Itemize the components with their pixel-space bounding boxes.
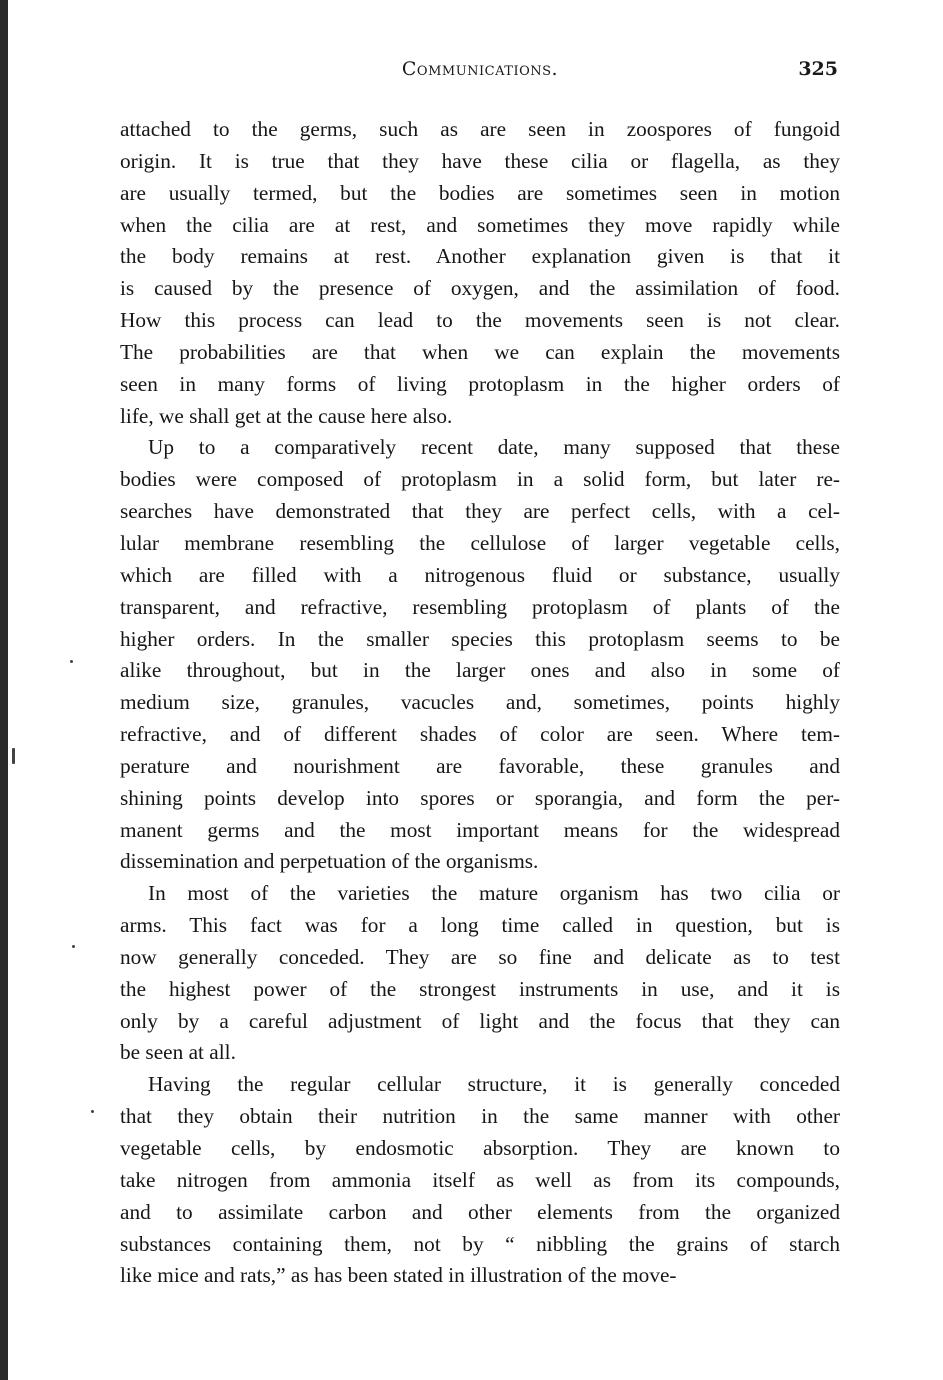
text-line: shining points develop into spores or sporangia, and form the per- bbox=[120, 785, 840, 810]
text-line: alike throughout, but in the larger ones and also in some of bbox=[120, 658, 840, 683]
text-line: transparent, and refractive, resembling protoplasm of plants of the bbox=[120, 594, 840, 619]
text-line: medium size, granules, vacucles and, sometimes, points highly bbox=[120, 690, 840, 715]
page-number: 325 bbox=[798, 58, 838, 80]
text-line: the highest power of the strongest instruments in use, and it is bbox=[120, 976, 840, 1001]
paragraph bbox=[120, 114, 840, 432]
scan-speck bbox=[72, 945, 75, 948]
body-text bbox=[120, 114, 840, 1292]
text-line: and to assimilate carbon and other elements from the organized bbox=[120, 1199, 840, 1224]
text-line: that they obtain their nutrition in the same manner with other bbox=[120, 1104, 840, 1129]
text-line: dissemination and perpetuation of the organisms. bbox=[120, 849, 539, 874]
text-line: In most of the varieties the mature organism has two cilia or bbox=[148, 881, 840, 906]
text-line: now generally conceded. They are so fine and delicate as to test bbox=[120, 944, 840, 969]
text-line: Up to a comparatively recent date, many supposed that these bbox=[148, 435, 840, 460]
scan-speck bbox=[70, 660, 73, 663]
scan-speck bbox=[12, 748, 15, 764]
text-line: only by a careful adjustment of light and the focus that they can bbox=[120, 1008, 840, 1033]
page-header bbox=[120, 58, 840, 86]
text-line: bodies were composed of protoplasm in a solid form, but later re- bbox=[120, 467, 840, 492]
text-line: How this process can lead to the movements seen is not clear. bbox=[120, 308, 840, 333]
running-head: Communications. bbox=[401, 58, 559, 80]
text-line: origin. It is true that they have these cilia or flagella, as they bbox=[120, 148, 840, 173]
text-line: attached to the germs, such as are seen in zoospores of fungoid bbox=[120, 117, 840, 141]
text-line: refractive, and of different shades of color are seen. Where tem- bbox=[120, 722, 840, 747]
paragraph bbox=[120, 432, 840, 878]
text-line: be seen at all. bbox=[120, 1040, 236, 1065]
text-line: the body remains at rest. Another explanation given is that it bbox=[120, 244, 840, 269]
text-line: substances containing them, not by “ nibbling the grains of starch bbox=[120, 1231, 840, 1256]
text-line: like mice and rats,” as has been stated in illustration of the move- bbox=[120, 1263, 677, 1288]
text-line: The probabilities are that when we can explain the movements bbox=[120, 339, 840, 364]
text-line: which are filled with a nitrogenous fluid or substance, usually bbox=[120, 562, 840, 587]
text-line: Having the regular cellular structure, it is generally conceded bbox=[148, 1072, 840, 1097]
text-line: is caused by the presence of oxygen, and the assimilation of food. bbox=[120, 276, 840, 301]
text-line: arms. This fact was for a long time called in question, but is bbox=[120, 913, 840, 938]
paragraph bbox=[120, 1069, 840, 1292]
paragraph bbox=[120, 878, 840, 1069]
scan-speck bbox=[91, 1110, 94, 1113]
text-line: seen in many forms of living protoplasm in the higher orders of bbox=[120, 371, 840, 396]
text-line: perature and nourishment are favorable, these granules and bbox=[120, 753, 840, 778]
text-line: manent germs and the most important means for the widespread bbox=[120, 817, 840, 842]
scan-edge bbox=[0, 0, 8, 1380]
text-line: lular membrane resembling the cellulose of larger vegetable cells, bbox=[120, 530, 840, 555]
text-line: searches have demonstrated that they are perfect cells, with a cel- bbox=[120, 499, 840, 524]
text-line: vegetable cells, by endosmotic absorption. They are known to bbox=[120, 1136, 840, 1160]
text-line: are usually termed, but the bodies are sometimes seen in motion bbox=[120, 180, 840, 205]
text-line: life, we shall get at the cause here also. bbox=[120, 403, 453, 428]
text-line: take nitrogen from ammonia itself as well as from its compounds, bbox=[120, 1167, 840, 1192]
text-line: when the cilia are at rest, and sometimes they move rapidly while bbox=[120, 212, 840, 237]
text-line: higher orders. In the smaller species this protoplasm seems to be bbox=[120, 626, 840, 651]
